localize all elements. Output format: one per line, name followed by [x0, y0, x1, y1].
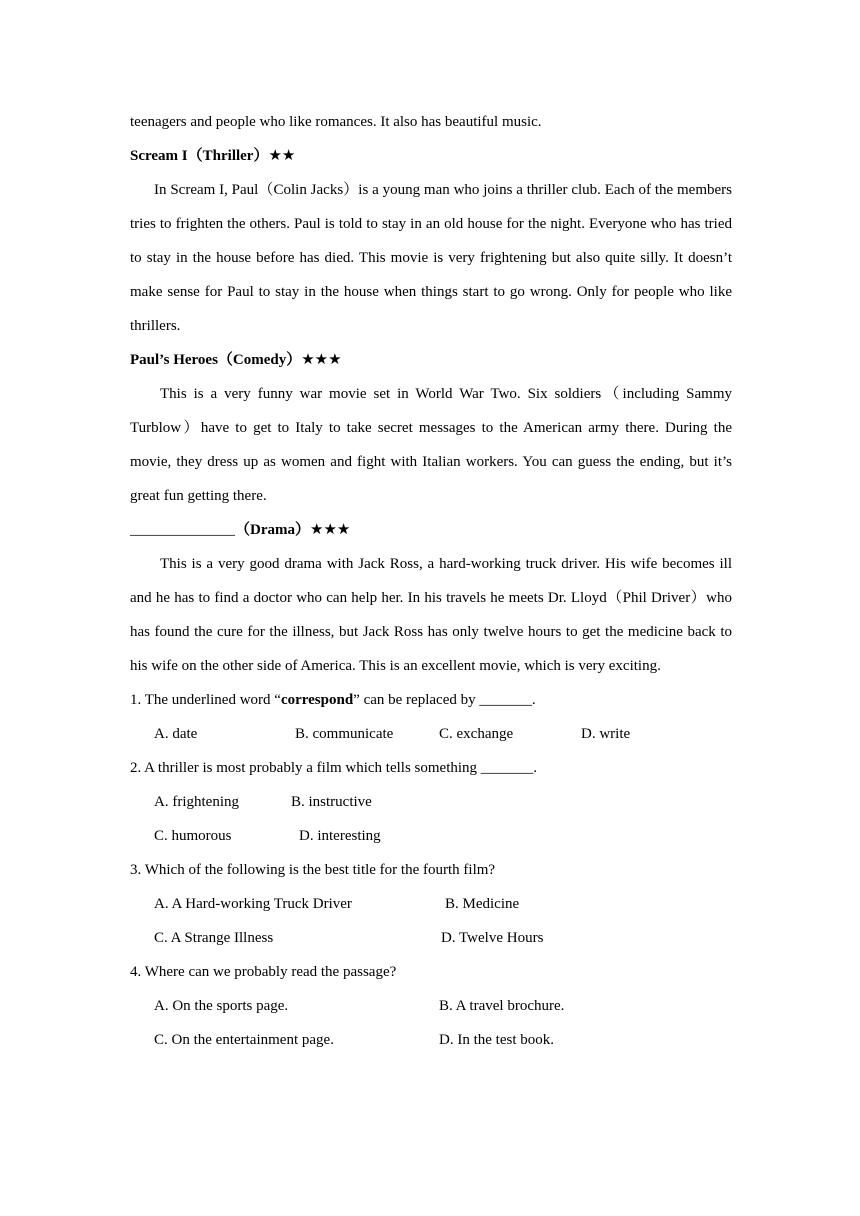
question-4-options-row2 — [130, 1023, 732, 1057]
option-d: D. Twelve Hours — [441, 930, 544, 946]
film-review-pauls-heroes: This is a very funny war movie set in World War Two. Six soldiers（including Sammy Turblow）have to get to Italy to take secret messages to the American army there. During the movie, they dress up as women and fight with Italian workers. You can guess the ending, but it’s great fun getting there. — [130, 386, 732, 504]
film-review-scream: In Scream I, Paul（Colin Jacks）is a young man who joins a thriller club. Each of the members tries to frighten the others. Paul is told to stay in an old house for the night. Everyone who has tried to stay in the house before has died. This movie is very frightening but also quite silly. It doesn’t make sense for Paul to stay in the house when things start to go wrong. Only for people who like thrillers. — [130, 182, 732, 334]
option-c: C. humorous — [154, 828, 232, 844]
star-rating: ★★★ — [301, 352, 342, 368]
film-genre: （Comedy） — [217, 352, 302, 368]
star-rating: ★★★ — [310, 522, 351, 538]
option-b: B. Medicine — [445, 896, 520, 912]
question-3-stem: 3. Which of the following is the best title for the fourth film? — [130, 862, 496, 878]
option-d: D. interesting — [299, 828, 381, 844]
option-b: B. A travel brochure. — [439, 998, 565, 1014]
film-genre: （Drama） — [235, 522, 310, 538]
document-page — [130, 105, 732, 1057]
stem-text: 1. The underlined word “ — [130, 692, 281, 708]
intro-tail: teenagers and people who like romances. It also has beautiful music. — [130, 114, 542, 130]
question-1-options — [130, 717, 732, 751]
option-c: C. exchange — [439, 726, 514, 742]
question-4-stem: 4. Where can we probably read the passage? — [130, 964, 397, 980]
question-1-stem — [130, 683, 732, 717]
option-a: A. frightening — [154, 794, 239, 810]
film-title: Paul’s Heroes — [130, 352, 218, 368]
question-2-options-row2 — [130, 819, 732, 853]
film-heading-scream — [130, 139, 732, 173]
film-heading-drama — [130, 513, 732, 547]
question-2-stem: 2. A thriller is most probably a film which tells something _______. — [130, 760, 538, 776]
option-c: C. On the entertainment page. — [154, 1032, 334, 1048]
option-c: C. A Strange Illness — [154, 930, 274, 946]
film-title-blank: ______________ — [130, 522, 235, 538]
question-3-options-row2 — [130, 921, 732, 955]
film-review-drama: This is a very good drama with Jack Ross, a hard-working truck driver. His wife becomes ill and he has to find a doctor who can help her. In his travels he meets Dr. Lloyd（Phil Driver）who has found the cure for the illness, but Jack Ross has only twelve hours to get the medicine back to his wife on the other side of America. This is an excellent movie, which is very exciting. — [130, 556, 732, 674]
film-heading-pauls-heroes — [130, 343, 732, 377]
question-3-options-row1 — [130, 887, 732, 921]
film-genre: （Thriller） — [187, 148, 269, 164]
option-b: B. communicate — [295, 726, 394, 742]
option-a: A. On the sports page. — [154, 998, 289, 1014]
underlined-word: correspond — [280, 692, 354, 708]
option-d: D. write — [581, 726, 631, 742]
stem-text: ” can be replaced by _______. — [353, 692, 536, 708]
option-a: A. date — [154, 726, 198, 742]
option-d: D. In the test book. — [439, 1032, 554, 1048]
option-a: A. A Hard-working Truck Driver — [154, 896, 352, 912]
film-title: Scream I — [130, 148, 188, 164]
question-2-options-row1 — [130, 785, 732, 819]
option-b: B. instructive — [291, 794, 372, 810]
question-4-options-row1 — [130, 989, 732, 1023]
star-rating: ★★ — [268, 148, 296, 164]
